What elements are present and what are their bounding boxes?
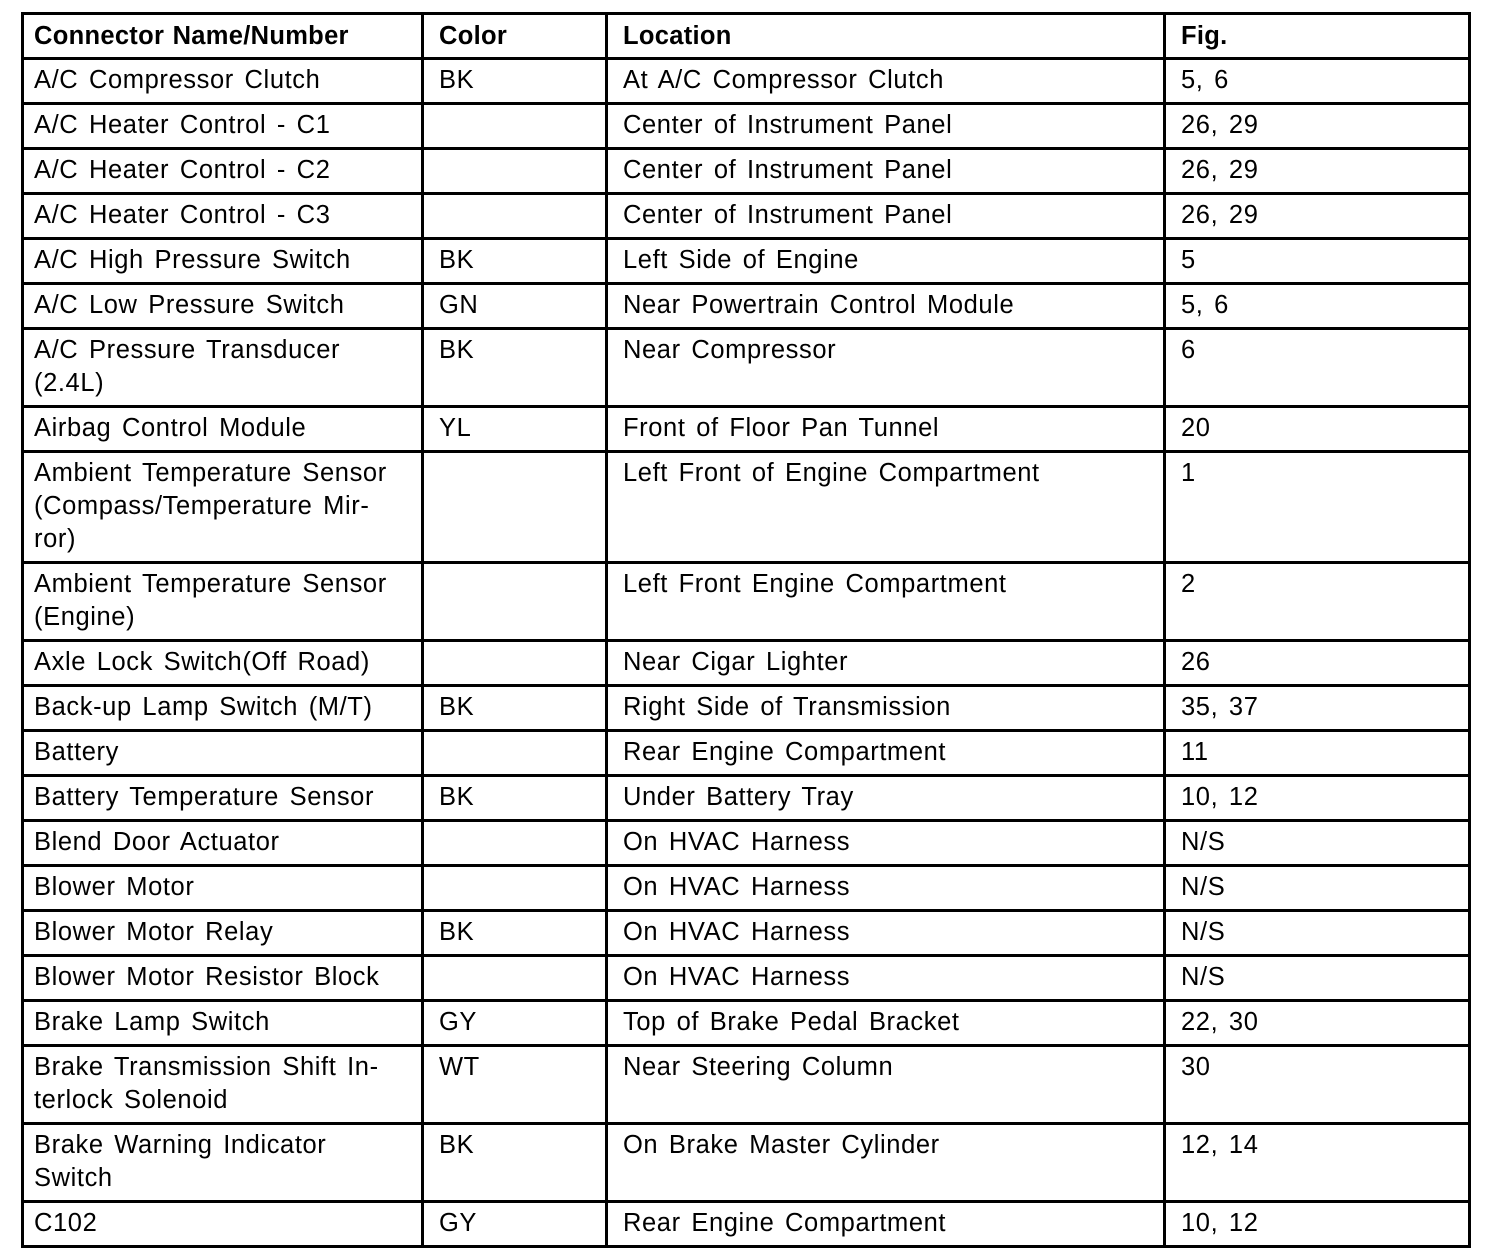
cell-connector-name (23, 239, 423, 284)
cell-location-text: On HVAC Harness (623, 828, 851, 856)
cell-color-text: BK (439, 246, 475, 274)
cell-connector-name (23, 731, 423, 776)
cell-color (423, 329, 607, 407)
cell-fig-text: 20 (1181, 414, 1211, 442)
cell-connector-name (23, 641, 423, 686)
cell-color (423, 149, 607, 194)
table-row (23, 452, 1470, 563)
cell-connector-name (23, 149, 423, 194)
table-header-row (23, 14, 1470, 59)
cell-fig-text: 26, 29 (1181, 156, 1259, 184)
cell-location (607, 1046, 1165, 1124)
cell-location-text: On HVAC Harness (623, 873, 851, 901)
cell-location-text: On HVAC Harness (623, 963, 851, 991)
cell-fig (1165, 686, 1470, 731)
cell-location-text: Center of Instrument Panel (623, 111, 953, 139)
cell-connector-name-text: Blower Motor Relay (34, 918, 274, 946)
cell-color-text: BK (439, 783, 475, 811)
cell-fig (1165, 59, 1470, 104)
cell-connector-name-text: C102 (34, 1209, 98, 1237)
header-fig: Fig. (1165, 14, 1470, 59)
cell-color (423, 239, 607, 284)
cell-location (607, 686, 1165, 731)
cell-fig (1165, 407, 1470, 452)
cell-location (607, 407, 1165, 452)
cell-connector-name-text: Brake Lamp Switch (34, 1008, 270, 1036)
cell-color (423, 104, 607, 149)
cell-fig-text: 10, 12 (1181, 783, 1259, 811)
cell-color (423, 1202, 607, 1247)
cell-color-text: BK (439, 66, 475, 94)
header-connector-name: Connector Name/Number (23, 14, 423, 59)
cell-connector-name-text: Blend Door Actuator (34, 828, 280, 856)
table-row (23, 1202, 1470, 1247)
cell-connector-name-text: Airbag Control Module (34, 414, 307, 442)
cell-fig (1165, 1202, 1470, 1247)
cell-connector-name-text: Ambient Temperature Sensor (Compass/Temperature Mir- ror) (34, 459, 387, 553)
cell-connector-name (23, 194, 423, 239)
cell-location (607, 731, 1165, 776)
table-row (23, 956, 1470, 1001)
cell-location-text: Top of Brake Pedal Bracket (623, 1008, 960, 1036)
cell-connector-name (23, 104, 423, 149)
cell-location (607, 866, 1165, 911)
cell-connector-name (23, 686, 423, 731)
table-row (23, 866, 1470, 911)
cell-connector-name-text: A/C Heater Control - C1 (34, 111, 331, 139)
cell-color (423, 821, 607, 866)
cell-connector-name-text: Blower Motor Resistor Block (34, 963, 380, 991)
table-row (23, 821, 1470, 866)
cell-color-text: BK (439, 693, 475, 721)
cell-fig-text: 5, 6 (1181, 66, 1229, 94)
cell-fig-text: 11 (1181, 738, 1209, 766)
cell-fig (1165, 731, 1470, 776)
cell-connector-name (23, 59, 423, 104)
cell-color (423, 866, 607, 911)
cell-location (607, 104, 1165, 149)
cell-location-text: Left Front of Engine Compartment (623, 459, 1040, 487)
cell-color-text: BK (439, 918, 475, 946)
cell-location-text: Center of Instrument Panel (623, 201, 953, 229)
cell-color (423, 59, 607, 104)
table-row (23, 911, 1470, 956)
cell-fig-text: 35, 37 (1181, 693, 1259, 721)
cell-fig-text: 26, 29 (1181, 111, 1259, 139)
cell-connector-name-text: A/C Pressure Transducer (2.4L) (34, 336, 341, 397)
cell-color-text: WT (439, 1053, 480, 1081)
cell-fig (1165, 1046, 1470, 1124)
table-row (23, 329, 1470, 407)
cell-fig (1165, 641, 1470, 686)
cell-color (423, 563, 607, 641)
table-row (23, 59, 1470, 104)
cell-fig (1165, 821, 1470, 866)
cell-location (607, 239, 1165, 284)
cell-connector-name (23, 563, 423, 641)
cell-color-text: GY (439, 1209, 478, 1237)
cell-location-text: Right Side of Transmission (623, 693, 951, 721)
cell-connector-name-text: A/C Compressor Clutch (34, 66, 321, 94)
cell-fig (1165, 563, 1470, 641)
cell-color-text: GN (439, 291, 479, 319)
cell-fig-text: N/S (1181, 828, 1226, 856)
cell-fig (1165, 149, 1470, 194)
table-row (23, 641, 1470, 686)
table-row (23, 194, 1470, 239)
cell-connector-name-text: Back-up Lamp Switch (M/T) (34, 693, 373, 721)
cell-connector-name (23, 1202, 423, 1247)
cell-location-text: Near Compressor (623, 336, 837, 364)
cell-fig-text: 5, 6 (1181, 291, 1229, 319)
cell-location (607, 149, 1165, 194)
cell-fig-text: 6 (1181, 336, 1196, 364)
table-row (23, 284, 1470, 329)
cell-fig-text: N/S (1181, 873, 1226, 901)
table-body (23, 59, 1470, 1247)
connector-table-container (21, 12, 1468, 1248)
cell-location-text: Under Battery Tray (623, 783, 854, 811)
cell-color (423, 194, 607, 239)
cell-fig-text: 22, 30 (1181, 1008, 1259, 1036)
cell-fig (1165, 776, 1470, 821)
cell-fig-text: 26 (1181, 648, 1211, 676)
cell-connector-name (23, 1046, 423, 1124)
cell-location (607, 1202, 1165, 1247)
cell-connector-name-text: A/C Heater Control - C3 (34, 201, 331, 229)
cell-connector-name (23, 776, 423, 821)
cell-location-text: Left Side of Engine (623, 246, 859, 274)
cell-connector-name (23, 407, 423, 452)
table-row (23, 104, 1470, 149)
cell-fig (1165, 956, 1470, 1001)
table-row (23, 407, 1470, 452)
cell-location (607, 776, 1165, 821)
cell-location (607, 329, 1165, 407)
cell-location (607, 911, 1165, 956)
header-location: Location (607, 14, 1165, 59)
cell-color (423, 731, 607, 776)
table-row (23, 1046, 1470, 1124)
table-row (23, 686, 1470, 731)
cell-fig-text: 26, 29 (1181, 201, 1259, 229)
cell-connector-name-text: A/C High Pressure Switch (34, 246, 351, 274)
cell-connector-name (23, 956, 423, 1001)
cell-fig (1165, 329, 1470, 407)
cell-connector-name-text: Axle Lock Switch(Off Road) (34, 648, 370, 676)
cell-fig (1165, 1124, 1470, 1202)
cell-connector-name-text: Brake Warning Indicator Switch (34, 1131, 327, 1192)
cell-connector-name-text: Battery (34, 738, 119, 766)
cell-fig-text: 2 (1181, 570, 1196, 598)
cell-location-text: On Brake Master Cylinder (623, 1131, 940, 1159)
cell-fig-text: 5 (1181, 246, 1196, 274)
cell-location (607, 956, 1165, 1001)
cell-fig (1165, 284, 1470, 329)
cell-fig (1165, 911, 1470, 956)
cell-fig-text: 12, 14 (1181, 1131, 1259, 1159)
cell-location (607, 59, 1165, 104)
cell-color-text: BK (439, 336, 475, 364)
cell-connector-name (23, 452, 423, 563)
cell-location (607, 194, 1165, 239)
table-row (23, 1001, 1470, 1046)
cell-fig (1165, 1001, 1470, 1046)
cell-location (607, 1001, 1165, 1046)
cell-connector-name (23, 284, 423, 329)
cell-color (423, 686, 607, 731)
cell-fig-text: N/S (1181, 918, 1226, 946)
cell-location-text: On HVAC Harness (623, 918, 851, 946)
cell-color (423, 911, 607, 956)
cell-fig-text: 30 (1181, 1053, 1211, 1081)
cell-location-text: Near Steering Column (623, 1053, 894, 1081)
cell-connector-name-text: A/C Heater Control - C2 (34, 156, 331, 184)
cell-location-text: Rear Engine Compartment (623, 1209, 947, 1237)
cell-location-text: Front of Floor Pan Tunnel (623, 414, 940, 442)
cell-connector-name (23, 911, 423, 956)
cell-color (423, 284, 607, 329)
cell-connector-name-text: A/C Low Pressure Switch (34, 291, 345, 319)
cell-connector-name (23, 866, 423, 911)
header-color: Color (423, 14, 607, 59)
cell-fig (1165, 104, 1470, 149)
cell-location-text: At A/C Compressor Clutch (623, 66, 944, 94)
cell-fig-text: N/S (1181, 963, 1226, 991)
cell-connector-name-text: Brake Transmission Shift In- terlock Solenoid (34, 1053, 379, 1114)
cell-color (423, 1124, 607, 1202)
cell-connector-name (23, 1001, 423, 1046)
cell-color (423, 956, 607, 1001)
table-row (23, 731, 1470, 776)
cell-color (423, 452, 607, 563)
cell-color (423, 776, 607, 821)
table-row (23, 239, 1470, 284)
cell-location (607, 284, 1165, 329)
cell-color (423, 641, 607, 686)
connector-location-table (21, 12, 1471, 1248)
cell-location (607, 563, 1165, 641)
cell-connector-name (23, 1124, 423, 1202)
cell-connector-name-text: Blower Motor (34, 873, 195, 901)
table-row (23, 776, 1470, 821)
cell-color-text: YL (439, 414, 472, 442)
cell-location (607, 1124, 1165, 1202)
cell-location (607, 821, 1165, 866)
cell-color-text: GY (439, 1008, 478, 1036)
cell-connector-name-text: Ambient Temperature Sensor (Engine) (34, 570, 387, 631)
table-row (23, 1124, 1470, 1202)
cell-fig (1165, 239, 1470, 284)
cell-location-text: Rear Engine Compartment (623, 738, 947, 766)
cell-location (607, 641, 1165, 686)
cell-fig-text: 10, 12 (1181, 1209, 1259, 1237)
cell-color-text: BK (439, 1131, 475, 1159)
cell-fig-text: 1 (1181, 459, 1196, 487)
cell-location-text: Near Powertrain Control Module (623, 291, 1015, 319)
table-row (23, 563, 1470, 641)
cell-location (607, 452, 1165, 563)
cell-color (423, 407, 607, 452)
cell-color (423, 1046, 607, 1124)
cell-color (423, 1001, 607, 1046)
cell-connector-name (23, 821, 423, 866)
cell-fig (1165, 452, 1470, 563)
cell-fig (1165, 866, 1470, 911)
cell-location-text: Left Front Engine Compartment (623, 570, 1007, 598)
cell-location-text: Near Cigar Lighter (623, 648, 849, 676)
cell-fig (1165, 194, 1470, 239)
cell-location-text: Center of Instrument Panel (623, 156, 953, 184)
table-row (23, 149, 1470, 194)
cell-connector-name (23, 329, 423, 407)
cell-connector-name-text: Battery Temperature Sensor (34, 783, 375, 811)
